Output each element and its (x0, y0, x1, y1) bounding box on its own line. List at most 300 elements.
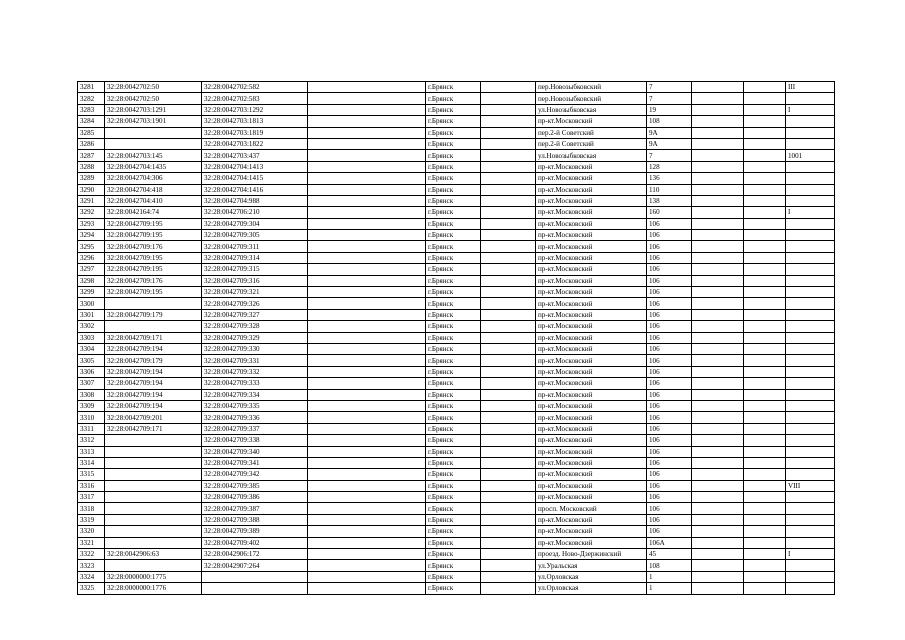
row-number-cell: 3297 (78, 264, 105, 275)
blank-cell-d (744, 332, 786, 343)
object-number-cell: 32:28:0042709:340 (202, 446, 308, 457)
blank-cell-a (308, 116, 426, 127)
blank-cell-d (744, 549, 786, 560)
blank-cell-c (692, 138, 744, 149)
blank-cell-d (744, 82, 786, 93)
blank-cell-a (308, 514, 426, 525)
city-cell: г.Брянск (426, 321, 481, 332)
unit-cell (786, 583, 835, 594)
blank-cell-b (481, 150, 536, 161)
object-number-cell: 32:28:0042709:338 (202, 435, 308, 446)
table-row (78, 138, 835, 149)
row-number-cell: 3296 (78, 252, 105, 263)
table-row (78, 104, 835, 115)
blank-cell-b (481, 252, 536, 263)
blank-cell-d (744, 195, 786, 206)
blank-cell-b (481, 321, 536, 332)
row-number-cell: 3285 (78, 127, 105, 138)
blank-cell-c (692, 526, 744, 537)
blank-cell-d (744, 309, 786, 320)
house-number-cell: 106 (647, 469, 692, 480)
blank-cell-b (481, 366, 536, 377)
blank-cell-d (744, 423, 786, 434)
unit-cell (786, 275, 835, 286)
street-cell: пр-кт.Московский (536, 264, 647, 275)
street-cell: пер.2-й Советский (536, 127, 647, 138)
blank-cell-c (692, 287, 744, 298)
city-cell: г.Брянск (426, 366, 481, 377)
blank-cell-a (308, 583, 426, 594)
blank-cell-a (308, 457, 426, 468)
object-number-cell: 32:28:0042704:988 (202, 195, 308, 206)
unit-cell (786, 355, 835, 366)
street-cell: пр-кт.Московский (536, 195, 647, 206)
blank-cell-a (308, 218, 426, 229)
blank-cell-a (308, 355, 426, 366)
unit-cell (786, 309, 835, 320)
street-cell: просп. Московский (536, 503, 647, 514)
city-cell: г.Брянск (426, 332, 481, 343)
blank-cell-c (692, 583, 744, 594)
blank-cell-a (308, 127, 426, 138)
table-row (78, 560, 835, 571)
table-body (78, 82, 835, 595)
row-number-cell: 3314 (78, 457, 105, 468)
blank-cell-d (744, 343, 786, 354)
parcel-number-cell: 32:28:0042709:194 (105, 343, 202, 354)
blank-cell-b (481, 343, 536, 354)
city-cell: г.Брянск (426, 104, 481, 115)
city-cell: г.Брянск (426, 355, 481, 366)
house-number-cell: 106 (647, 252, 692, 263)
street-cell: пр-кт.Московский (536, 366, 647, 377)
street-cell: пр-кт.Московский (536, 446, 647, 457)
blank-cell-d (744, 218, 786, 229)
blank-cell-d (744, 537, 786, 548)
parcel-number-cell: 32:28:0042703:145 (105, 150, 202, 161)
house-number-cell: 106 (647, 412, 692, 423)
unit-cell (786, 287, 835, 298)
parcel-number-cell: 32:28:0042709:194 (105, 366, 202, 377)
unit-cell (786, 378, 835, 389)
object-number-cell: 32:28:0042709:329 (202, 332, 308, 343)
table-row (78, 230, 835, 241)
street-cell: пр-кт.Московский (536, 389, 647, 400)
table-row (78, 287, 835, 298)
table-row (78, 400, 835, 411)
table-row (78, 207, 835, 218)
blank-cell-a (308, 93, 426, 104)
object-number-cell: 32:28:0042709:336 (202, 412, 308, 423)
table-row (78, 378, 835, 389)
table-row (78, 412, 835, 423)
unit-cell (786, 195, 835, 206)
object-number-cell: 32:28:0042709:316 (202, 275, 308, 286)
blank-cell-b (481, 241, 536, 252)
blank-cell-b (481, 207, 536, 218)
unit-cell (786, 138, 835, 149)
street-cell: ул.Уральская (536, 560, 647, 571)
blank-cell-d (744, 104, 786, 115)
blank-cell-d (744, 93, 786, 104)
unit-cell (786, 366, 835, 377)
blank-cell-b (481, 503, 536, 514)
city-cell: г.Брянск (426, 161, 481, 172)
blank-cell-a (308, 469, 426, 480)
blank-cell-d (744, 526, 786, 537)
blank-cell-d (744, 355, 786, 366)
blank-cell-a (308, 549, 426, 560)
unit-cell (786, 446, 835, 457)
blank-cell-c (692, 355, 744, 366)
street-cell: пр-кт.Московский (536, 332, 647, 343)
blank-cell-a (308, 173, 426, 184)
blank-cell-d (744, 469, 786, 480)
blank-cell-a (308, 435, 426, 446)
city-cell: г.Брянск (426, 571, 481, 582)
unit-cell (786, 400, 835, 411)
blank-cell-c (692, 537, 744, 548)
blank-cell-c (692, 469, 744, 480)
blank-cell-d (744, 435, 786, 446)
street-cell: пр-кт.Московский (536, 343, 647, 354)
object-number-cell: 32:28:0042709:314 (202, 252, 308, 263)
row-number-cell: 3295 (78, 241, 105, 252)
object-number-cell: 32:28:0042709:326 (202, 298, 308, 309)
street-cell: пр-кт.Московский (536, 241, 647, 252)
blank-cell-d (744, 514, 786, 525)
row-number-cell: 3325 (78, 583, 105, 594)
object-number-cell: 32:28:0042906:172 (202, 549, 308, 560)
blank-cell-d (744, 264, 786, 275)
street-cell: пр-кт.Московский (536, 161, 647, 172)
object-number-cell (202, 583, 308, 594)
blank-cell-a (308, 571, 426, 582)
unit-cell (786, 435, 835, 446)
blank-cell-a (308, 275, 426, 286)
house-number-cell: 136 (647, 173, 692, 184)
house-number-cell: 106 (647, 514, 692, 525)
city-cell: г.Брянск (426, 378, 481, 389)
row-number-cell: 3302 (78, 321, 105, 332)
object-number-cell: 32:28:0042907:264 (202, 560, 308, 571)
blank-cell-c (692, 571, 744, 582)
house-number-cell: 106 (647, 275, 692, 286)
row-number-cell: 3282 (78, 93, 105, 104)
table-row (78, 583, 835, 594)
blank-cell-c (692, 184, 744, 195)
object-number-cell: 32:28:0042709:305 (202, 230, 308, 241)
blank-cell-b (481, 309, 536, 320)
street-cell: пр-кт.Московский (536, 469, 647, 480)
table-row (78, 423, 835, 434)
house-number-cell: 7 (647, 82, 692, 93)
parcel-number-cell: 32:28:0042709:194 (105, 400, 202, 411)
street-cell: пр-кт.Московский (536, 321, 647, 332)
row-number-cell: 3308 (78, 389, 105, 400)
house-number-cell: 19 (647, 104, 692, 115)
table-row (78, 549, 835, 560)
unit-cell (786, 571, 835, 582)
house-number-cell: 160 (647, 207, 692, 218)
parcel-number-cell: 32:28:0042704:306 (105, 173, 202, 184)
city-cell: г.Брянск (426, 287, 481, 298)
table-row (78, 93, 835, 104)
blank-cell-c (692, 343, 744, 354)
blank-cell-b (481, 514, 536, 525)
row-number-cell: 3309 (78, 400, 105, 411)
blank-cell-b (481, 287, 536, 298)
city-cell: г.Брянск (426, 583, 481, 594)
blank-cell-b (481, 389, 536, 400)
unit-cell (786, 173, 835, 184)
house-number-cell: 106 (647, 298, 692, 309)
blank-cell-a (308, 503, 426, 514)
parcel-number-cell: 32:28:0042709:195 (105, 218, 202, 229)
city-cell: г.Брянск (426, 309, 481, 320)
blank-cell-d (744, 412, 786, 423)
blank-cell-a (308, 264, 426, 275)
table-row (78, 218, 835, 229)
blank-cell-d (744, 287, 786, 298)
city-cell: г.Брянск (426, 537, 481, 548)
house-number-cell: 106 (647, 218, 692, 229)
blank-cell-c (692, 366, 744, 377)
blank-cell-a (308, 400, 426, 411)
unit-cell (786, 298, 835, 309)
blank-cell-c (692, 309, 744, 320)
blank-cell-c (692, 252, 744, 263)
city-cell: г.Брянск (426, 492, 481, 503)
blank-cell-b (481, 184, 536, 195)
blank-cell-c (692, 230, 744, 241)
parcel-number-cell: 32:28:0042709:195 (105, 230, 202, 241)
unit-cell (786, 332, 835, 343)
blank-cell-c (692, 321, 744, 332)
row-number-cell: 3307 (78, 378, 105, 389)
blank-cell-b (481, 446, 536, 457)
house-number-cell: 106 (647, 343, 692, 354)
city-cell: г.Брянск (426, 230, 481, 241)
unit-cell (786, 161, 835, 172)
city-cell: г.Брянск (426, 218, 481, 229)
row-number-cell: 3312 (78, 435, 105, 446)
street-cell: пр-кт.Московский (536, 492, 647, 503)
parcel-number-cell: 32:28:0042709:195 (105, 264, 202, 275)
object-number-cell: 32:28:0042703:1822 (202, 138, 308, 149)
street-cell: пр-кт.Московский (536, 457, 647, 468)
street-cell: пер.2-й Советский (536, 138, 647, 149)
house-number-cell: 128 (647, 161, 692, 172)
blank-cell-d (744, 389, 786, 400)
row-number-cell: 3293 (78, 218, 105, 229)
parcel-number-cell: 32:28:0042906:63 (105, 549, 202, 560)
house-number-cell: 45 (647, 549, 692, 560)
blank-cell-c (692, 218, 744, 229)
house-number-cell: 106 (647, 526, 692, 537)
parcel-number-cell: 32:28:0042709:176 (105, 275, 202, 286)
house-number-cell: 106 (647, 480, 692, 491)
unit-cell (786, 218, 835, 229)
parcel-number-cell: 32:28:0042704:418 (105, 184, 202, 195)
blank-cell-b (481, 492, 536, 503)
row-number-cell: 3294 (78, 230, 105, 241)
house-number-cell: 106 (647, 492, 692, 503)
blank-cell-a (308, 321, 426, 332)
blank-cell-a (308, 423, 426, 434)
blank-cell-d (744, 378, 786, 389)
blank-cell-a (308, 207, 426, 218)
object-number-cell: 32:28:0042709:331 (202, 355, 308, 366)
unit-cell (786, 127, 835, 138)
street-cell: пр-кт.Московский (536, 207, 647, 218)
row-number-cell: 3319 (78, 514, 105, 525)
city-cell: г.Брянск (426, 241, 481, 252)
blank-cell-b (481, 560, 536, 571)
row-number-cell: 3284 (78, 116, 105, 127)
street-cell: пр-кт.Московский (536, 218, 647, 229)
city-cell: г.Брянск (426, 435, 481, 446)
parcel-number-cell (105, 469, 202, 480)
blank-cell-c (692, 412, 744, 423)
house-number-cell: 7 (647, 93, 692, 104)
street-cell: пр-кт.Московский (536, 378, 647, 389)
house-number-cell: 106 (647, 332, 692, 343)
unit-cell (786, 526, 835, 537)
city-cell: г.Брянск (426, 264, 481, 275)
table-row (78, 161, 835, 172)
house-number-cell: 106 (647, 366, 692, 377)
blank-cell-c (692, 275, 744, 286)
street-cell: ул.Орловская (536, 583, 647, 594)
parcel-number-cell: 32:28:0000000:1775 (105, 571, 202, 582)
registry-table (77, 81, 835, 595)
row-number-cell: 3283 (78, 104, 105, 115)
table-row (78, 150, 835, 161)
city-cell: г.Брянск (426, 389, 481, 400)
blank-cell-c (692, 457, 744, 468)
house-number-cell: 106 (647, 355, 692, 366)
blank-cell-c (692, 378, 744, 389)
city-cell: г.Брянск (426, 457, 481, 468)
blank-cell-d (744, 503, 786, 514)
blank-cell-c (692, 400, 744, 411)
blank-cell-c (692, 560, 744, 571)
city-cell: г.Брянск (426, 400, 481, 411)
street-cell: пр-кт.Московский (536, 400, 647, 411)
parcel-number-cell (105, 503, 202, 514)
house-number-cell: 106 (647, 389, 692, 400)
city-cell: г.Брянск (426, 480, 481, 491)
blank-cell-a (308, 230, 426, 241)
table-row (78, 389, 835, 400)
parcel-number-cell: 32:28:0042702:50 (105, 82, 202, 93)
city-cell: г.Брянск (426, 138, 481, 149)
blank-cell-d (744, 230, 786, 241)
blank-cell-c (692, 549, 744, 560)
city-cell: г.Брянск (426, 184, 481, 195)
house-number-cell: 106А (647, 537, 692, 548)
unit-cell: I (786, 207, 835, 218)
city-cell: г.Брянск (426, 503, 481, 514)
object-number-cell: 32:28:0042703:1292 (202, 104, 308, 115)
parcel-number-cell (105, 560, 202, 571)
unit-cell (786, 423, 835, 434)
parcel-number-cell (105, 435, 202, 446)
row-number-cell: 3311 (78, 423, 105, 434)
blank-cell-d (744, 321, 786, 332)
blank-cell-b (481, 275, 536, 286)
row-number-cell: 3300 (78, 298, 105, 309)
city-cell: г.Брянск (426, 343, 481, 354)
house-number-cell: 106 (647, 230, 692, 241)
blank-cell-c (692, 150, 744, 161)
street-cell: пер.Новозыбковский (536, 93, 647, 104)
unit-cell (786, 457, 835, 468)
object-number-cell: 32:28:0042704:1416 (202, 184, 308, 195)
house-number-cell: 138 (647, 195, 692, 206)
table-row (78, 537, 835, 548)
street-cell: пр-кт.Московский (536, 298, 647, 309)
blank-cell-b (481, 571, 536, 582)
row-number-cell: 3287 (78, 150, 105, 161)
house-number-cell: 9А (647, 127, 692, 138)
blank-cell-c (692, 332, 744, 343)
city-cell: г.Брянск (426, 526, 481, 537)
unit-cell (786, 537, 835, 548)
table-row (78, 480, 835, 491)
unit-cell (786, 252, 835, 263)
blank-cell-d (744, 457, 786, 468)
blank-cell-b (481, 298, 536, 309)
house-number-cell: 106 (647, 287, 692, 298)
parcel-number-cell: 32:28:0042709:195 (105, 252, 202, 263)
blank-cell-d (744, 116, 786, 127)
object-number-cell: 32:28:0042709:386 (202, 492, 308, 503)
blank-cell-a (308, 378, 426, 389)
blank-cell-a (308, 560, 426, 571)
blank-cell-d (744, 161, 786, 172)
blank-cell-c (692, 446, 744, 457)
house-number-cell: 106 (647, 264, 692, 275)
unit-cell (786, 93, 835, 104)
parcel-number-cell (105, 526, 202, 537)
table-row (78, 446, 835, 457)
parcel-number-cell: 32:28:0042703:1901 (105, 116, 202, 127)
unit-cell (786, 264, 835, 275)
table-row (78, 355, 835, 366)
city-cell: г.Брянск (426, 275, 481, 286)
street-cell: пр-кт.Московский (536, 275, 647, 286)
blank-cell-b (481, 230, 536, 241)
blank-cell-a (308, 82, 426, 93)
blank-cell-c (692, 241, 744, 252)
parcel-number-cell: 32:28:0042709:171 (105, 423, 202, 434)
blank-cell-c (692, 423, 744, 434)
blank-cell-c (692, 93, 744, 104)
table-row (78, 195, 835, 206)
table-row (78, 298, 835, 309)
street-cell: ул.Новозыбковская (536, 104, 647, 115)
city-cell: г.Брянск (426, 173, 481, 184)
blank-cell-c (692, 264, 744, 275)
parcel-number-cell: 32:28:0042709:171 (105, 332, 202, 343)
blank-cell-a (308, 138, 426, 149)
table-row (78, 275, 835, 286)
street-cell: пр-кт.Московский (536, 230, 647, 241)
table-row (78, 343, 835, 354)
blank-cell-b (481, 264, 536, 275)
